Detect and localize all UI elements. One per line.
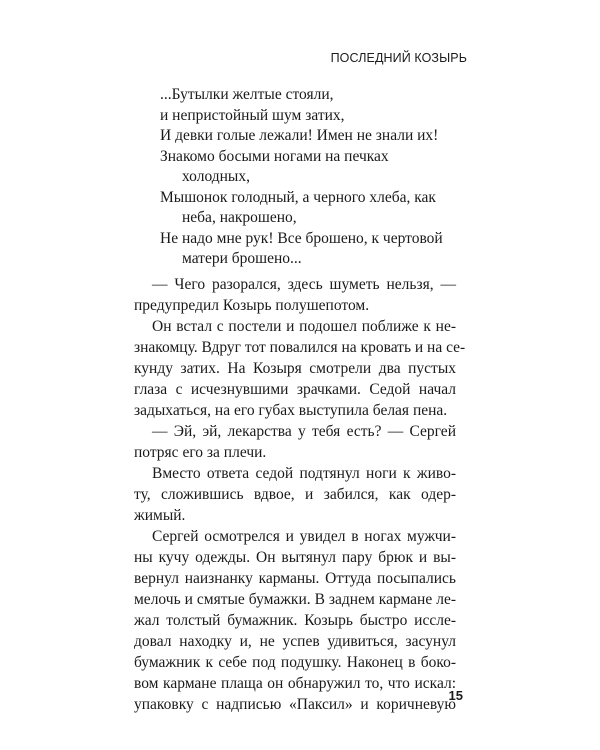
text-line: жимый. [134,507,186,524]
verse-block [160,85,443,270]
text-line: ту, сложившись вдвое, и забился, как одер- [134,486,456,503]
text-line: задыхаться, на его губах выступила белая пена. [134,402,448,419]
verse-line: холодных, [182,168,250,185]
paragraph [134,526,456,715]
text-line: — Чего разорался, здесь шуметь нельзя, — [152,276,456,293]
paragraph [134,274,456,316]
verse-line: Мышонок голодный, а черного хлеба, как [160,188,436,206]
verse-line: Знакомо босыми ногами на печках [160,147,389,165]
verse-line: Не надо мне рук! Все брошено, к чертовой [160,229,443,247]
text-line: кунду затих. На Козыря смотрели два пустых [134,360,456,377]
paragraph [134,421,456,463]
text-line: вом кармане плаща он обнаружил то, что искал: [134,675,456,692]
text-line: Он встал с постели и подошел поближе к не- [152,318,456,335]
text-line: упаковку с надписью «Паксил» и коричневую [134,696,456,713]
text-line: знакомцу. Вдруг тот повалился на кровать и на се- [134,339,466,356]
text-line: бумажник к себе под подушку. Наконец в боко- [134,654,456,671]
text-line: довал находку и, не успев удивиться, засунул [134,633,456,650]
verse-line: и непристойный шум затих, [160,106,345,124]
text-line: ны кучу одежды. Он вытянул пару брюк и вы- [134,549,456,566]
text-line: Сергей осмотрелся и увидел в ногах мужчи- [152,528,456,545]
verse-line: матери брошено... [182,250,302,267]
prose-body [134,274,466,715]
paragraph [134,316,466,421]
text-line: жал толстый бумажник. Козырь быстро иссле- [134,612,456,629]
text-line: потряс его за плечи. [134,444,267,461]
text-line: глаза с исчезнувшими зрачками. Седой начал [134,381,456,398]
running-head: ПОСЛЕДНИЙ КОЗЫРЬ [330,51,467,65]
text-line: Вместо ответа седой подтянул ноги к живо- [152,465,456,482]
verse-line: ...Бутылки желтые стояли, [160,86,334,103]
page-number: 15 [448,688,463,703]
text-line: вернул наизнанку карманы. Оттуда посыпались [134,570,456,587]
verse-line: И девки голые лежали! Имен не знали их! [160,127,439,144]
paragraph [134,463,456,526]
text-line: предупредил Козырь полушепотом. [134,297,370,314]
verse-line: неба, накрошено, [182,209,297,226]
text-line: — Эй, эй, лекарства у тебя есть? — Сергей [152,423,456,440]
text-line: мелочь и смятые бумажки. В заднем кармане ле- [134,591,456,608]
